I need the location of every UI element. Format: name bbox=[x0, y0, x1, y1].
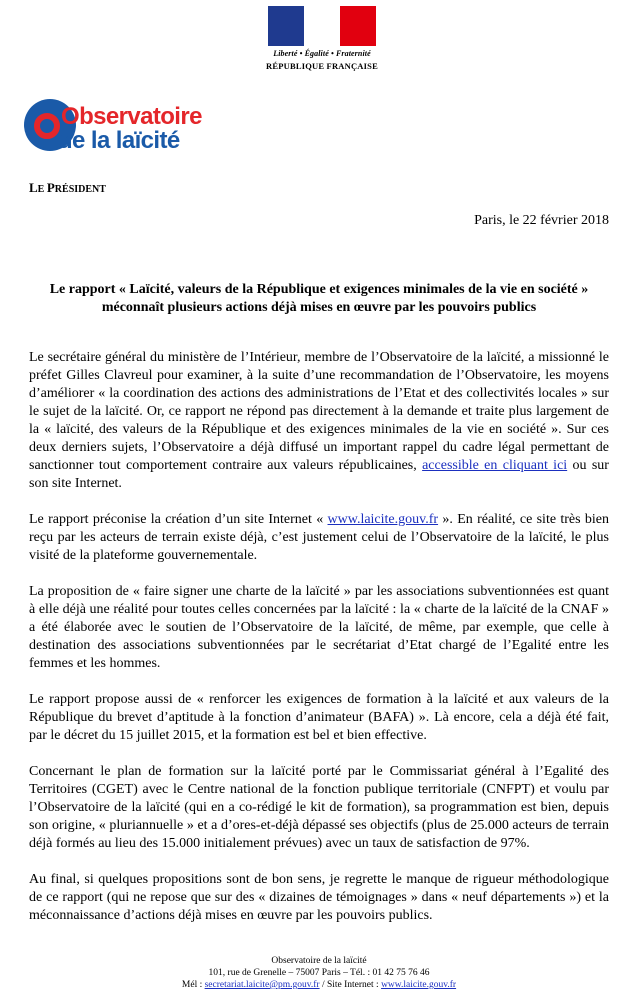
footer-email-link[interactable]: secretariat.laicite@pm.gouv.fr bbox=[204, 980, 320, 990]
marianne-icon bbox=[290, 8, 350, 46]
logo-line2: de la laïcité bbox=[58, 127, 180, 154]
paragraph-6: Au final, si quelques propositions sont de bon sens, je regrette le manque de rigueur méthodologique de ce rapport (qui ne repose que sur des « dizaines de témoignages » dans « neuf départements ») et la méconnaissance d’actions déjà mises en œuvre par les pouvoirs publics. bbox=[29, 872, 609, 923]
logo-line1: Observatoire bbox=[61, 103, 202, 130]
letter-title bbox=[29, 281, 609, 317]
paragraph-4: Le rapport propose aussi de « renforcer les exigences de formation à la laïcité et aux valeurs de la République du brevet d’aptitude à la fonction d’animateur (BAFA) ». Là encore, cela a déjà été fait, par le décret du 15 juillet 2015, et la formation est bel et bien effective. bbox=[29, 692, 609, 743]
paragraph-3: La proposition de « faire signer une charte de la laïcité » par les associations subventionnées est quant à elle déjà une réalité pour toutes celles concernées par la laïcité : la « charte de la laïcité de la CNAF » a été élaborée avec le soutien de l’Observatoire de la laïcité, de même, par exemple, que celle à destination des associations subventionnées par le secrétariat d’Etat chargé de l’Egalité entre les femmes et les hommes. bbox=[29, 584, 609, 671]
footer-site-link[interactable]: www.laicite.gouv.fr bbox=[381, 980, 457, 990]
title-line1: Le rapport « Laïcité, valeurs de la République et exigences minimales de la vie en société » bbox=[49, 282, 589, 297]
letter-body bbox=[29, 349, 609, 943]
sender-title: LE PRÉSIDENT bbox=[29, 180, 106, 195]
footer-org: Observatoire de la laïcité bbox=[271, 956, 367, 966]
paragraph-2: Le rapport préconise la création d’un site Internet « www.laicite.gouv.fr ». En réalité, ce site très bien reçu par les acteurs de terrain existe déjà, c’est justement celui de l’Observatoire de la laïcité, le plus visité de la plateforme gouvernementale. bbox=[29, 512, 609, 563]
paragraph-5: Concernant le plan de formation sur la laïcité porté par le Commissariat général à l’Egalité des Territoires (CGET) avec le Centre national de la fonction publique territoriale (CNFPT) et voulu par l’Observatoire de la laïcité (qui en a co-rédigé le kit de formation), sa programmation est bien, depuis son origine, « pluriannuelle » et a d’ores-et-déjà dépassé ses objectifs (plus de 25.000 acteurs de terrain déjà formés au lieu des 15.000 initialement prévues) avec un taux de satisfaction de 97%. bbox=[29, 764, 609, 851]
footer-address: 101, rue de Grenelle – 75007 Paris – Tél. : 01 42 75 76 46 bbox=[208, 968, 430, 978]
rf-name: RÉPUBLIQUE FRANÇAISE bbox=[266, 61, 378, 71]
letter-footer bbox=[0, 955, 638, 991]
republique-francaise-logo bbox=[264, 6, 380, 76]
cadre-legal-link[interactable]: accessible en cliquant ici bbox=[422, 458, 568, 473]
logo-red-ring bbox=[34, 113, 60, 139]
paragraph-1: Le secrétaire général du ministère de l’Intérieur, membre de l’Observatoire de la laïcité, a missionné le préfet Gilles Clavreul pour examiner, à la suite d’une recommandation de l’Observatoire, les moyens d’améliorer « la coordination des actions des administrations de l’Etat et des collectivités locales » sur le sujet de la laïcité. Or, ce rapport ne répond pas directement à la demande et traite plus largement de la « laïcité, des valeurs de la République et des exigences minimales de la vie en société ». Sur ces deux derniers sujets, l’Observatoire a déjà diffusé un important rappel du cadre légal permettant de sanctionner tout comportement contraire aux valeurs républicaines, accessible en cliquant ici ou sur son site Internet. bbox=[29, 350, 609, 491]
laicite-site-link[interactable]: www.laicite.gouv.fr bbox=[327, 512, 439, 527]
footer-contact: Mél : secretariat.laicite@pm.gouv.fr / Site Internet : www.laicite.gouv.fr bbox=[181, 980, 457, 990]
observatoire-logo bbox=[24, 99, 204, 157]
letter-date: Paris, le 22 février 2018 bbox=[474, 213, 609, 228]
title-line2: méconnaît plusieurs actions déjà mises en œuvre par les pouvoirs publics bbox=[101, 300, 537, 315]
rf-motto: Liberté • Égalité • Fraternité bbox=[273, 49, 371, 58]
